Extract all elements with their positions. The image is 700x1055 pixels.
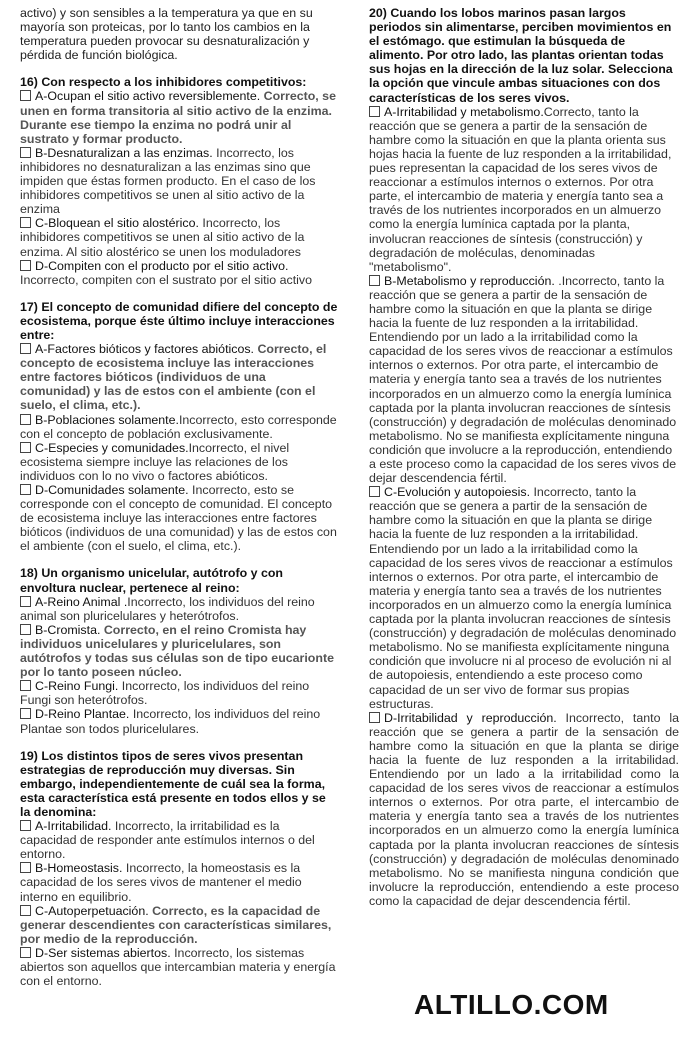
- option-explanation: Incorrecto, esto corresponde con el concepto de población exclusivamente.: [20, 412, 337, 441]
- option-d[interactable]: [20, 259, 338, 287]
- checkbox-icon[interactable]: [20, 905, 31, 916]
- option-label: A-Ocupan el sitio activo reversiblemente.: [35, 89, 261, 104]
- checkbox-icon[interactable]: [369, 712, 380, 723]
- checkbox-icon[interactable]: [20, 624, 31, 635]
- option-d[interactable]: [369, 711, 679, 908]
- option-explanation: Incorrecto, los inhibidores competitivos se unen al sitio activo de la enzima. Al sitio alostérico se unen los moduladores: [20, 216, 305, 259]
- checkbox-icon[interactable]: [20, 343, 31, 354]
- option-label: C-Autoperpetuación.: [35, 903, 149, 918]
- question-title: 17) El concepto de comunidad difiere del concepto de ecosistema, porque éste último incluye interacciones entre:: [20, 299, 338, 342]
- option-explanation: Incorrecto, el nivel ecosistema siempre incluye las relaciones de los individuos con lo no vivo o factores abióticos.: [20, 440, 290, 483]
- option-a[interactable]: [20, 342, 338, 412]
- checkbox-icon[interactable]: [20, 680, 31, 691]
- question-title: 16) Con respecto a los inhibidores competitivos:: [20, 75, 307, 90]
- option-explanation: Incorrecto, tanto la reacción que se genera a partir de la sensación de hambre como la situación en que la planta se dirige hacia la fuente de luz responden a la irritabilidad. Entendiendo por un lado a la irritabilidad como la capacidad de los seres vivos de reaccionar a estímulos internos o externos. Por otra parte, el intercambio de materia y energía tanto sea a través de los nutrientes incorporados en un almuerzo como la energía lumínica captada por la planta involucran reacciones de síntesis (construcción) y degradación de moléculas denominado metabolismo. No se manifiesta ninguna condición que involucre la reproducción, entendiendo a este proceso como la capacidad de dejar descendencia fértil.: [369, 710, 679, 908]
- option-b[interactable]: [20, 413, 338, 441]
- checkbox-icon[interactable]: [20, 260, 31, 271]
- option-c[interactable]: [20, 679, 338, 707]
- checkbox-icon[interactable]: [20, 217, 31, 228]
- option-c[interactable]: [20, 441, 338, 483]
- option-d[interactable]: [20, 483, 338, 553]
- option-label: B-Cromista.: [35, 622, 101, 637]
- option-explanation: Incorrecto, los individuos del reino Fungi son heterótrofos.: [20, 679, 310, 708]
- checkbox-icon[interactable]: [20, 820, 31, 831]
- checkbox-icon[interactable]: [20, 708, 31, 719]
- question-18: [20, 566, 338, 735]
- option-label: C-Bloquean el sitio alostérico.: [35, 216, 199, 231]
- option-a[interactable]: [20, 89, 338, 145]
- option-explanation: Incorrecto, esto se corresponde con el concepto de comunidad. El concepto de ecosistema incluye las interacciones entre factores bióticos (individuos de una comunidad) y las de estos con el ambiente (con el suelo, el clima, etc.).: [20, 483, 337, 554]
- option-explanation: Incorrecto, la homeostasis es la capacidad de los seres vivos de mantener el medio interno en equilibrio.: [20, 861, 302, 904]
- option-label: B-Desnaturalizan a las enzimas.: [35, 145, 213, 160]
- option-label: A-Irritabilidad.: [35, 819, 112, 834]
- question-19: [20, 749, 338, 989]
- checkbox-icon[interactable]: [20, 147, 31, 158]
- option-explanation: Correcto, se unen en forma transitoria al sitio activo de la enzima. Durante ese tiempo la enzima no podrá unir al sustrato y formar producto.: [20, 89, 336, 146]
- question-16: [20, 75, 338, 286]
- checkbox-icon[interactable]: [369, 486, 380, 497]
- option-d[interactable]: [20, 946, 338, 988]
- option-c[interactable]: [369, 485, 679, 711]
- option-label: A-Reino Animal .: [35, 594, 128, 609]
- right-column: [369, 6, 679, 908]
- checkbox-icon[interactable]: [369, 106, 380, 117]
- option-b[interactable]: [20, 861, 338, 903]
- option-label: C-Evolución y autopoiesis.: [384, 485, 531, 500]
- option-label: D-Comunidades solamente.: [35, 483, 189, 497]
- option-label: D-Compiten con el producto por el sitio activo.: [35, 258, 289, 273]
- option-explanation: Incorrecto, la irritabilidad es la capacidad de responder ante estímulos internos o del entorno.: [20, 819, 315, 862]
- question-20: [369, 6, 679, 908]
- option-label: C-Reino Fungi.: [35, 679, 119, 694]
- option-explanation: Correcto, tanto la reacción que se genera a partir de la sensación de hambre como la situación en que la planta orienta sus hojas hacia la fuente de luz responden a la irritabilidad, pues representan la capacidad de los seres vivos de reaccionar a estímulos internos o externos. Por otra parte, el intercambio de materia y energía tanto sea a través de los nutrientes incorporados en un almuerzo como la energía lumínica captada por la planta, involucran reacciones de síntesis (construcción) y degradación de moléculas, denominadas "metabolismo".: [369, 104, 672, 274]
- option-label: C-Especies y comunidades.: [35, 440, 189, 455]
- option-label: A-Irritabilidad y metabolismo.: [384, 104, 544, 119]
- option-explanation: Incorrecto, los sistemas abiertos son aquellos que intercambian materia y energía con el entorno.: [20, 945, 336, 989]
- option-b[interactable]: [369, 274, 679, 485]
- site-brand-logo[interactable]: ALTILLO.COM: [414, 989, 609, 1020]
- option-explanation: Correcto, el concepto de ecosistema incluye las interacciones entre factores bióticos (individuos de una comunidad) y las de estos con el ambiente (con el suelo, el clima, etc.).: [20, 342, 327, 413]
- option-explanation: Incorrecto, los individuos del reino Plantae son todos pluricelulares.: [20, 707, 321, 736]
- intro-paragraph: activo) y son sensibles a la temperatura ya que en su mayoría son proteicas, por lo tanto los cambios en la temperatura pueden provocar su desnaturalización y pérdida de función biológica.: [20, 6, 313, 63]
- option-explanation: Incorrecto, tanto la reacción que se genera a partir de la sensación de hambre como la situación en que la planta se dirige hacia la fuente de luz responden a la irritabilidad. Entendiendo por un lado a la irritabilidad como la capacidad de los seres vivos de reaccionar a estímulos internos o externos. Por otra parte, el intercambio de materia y energía tanto sea a través de los nutrientes incorporados en un almuerzo como la energía lumínica captada por la planta involucran reacciones de síntesis (construcción) y degradación de moléculas denominado metabolismo. No se manifiesta explícitamente ninguna condición que involucre ni al proceso de evolución ni al de autopoiesis, entendiendo a este proceso como capacidad de un ser vivo de formar sus propias estructuras.: [369, 485, 677, 711]
- question-title: 20) Cuando los lobos marinos pasan largos periodos sin alimentarse, perciben movimientos en el estómago. que estimulan la búsqueda de alimento. Por otro lado, las plantas orientan todas sus hojas en la dirección de la luz solar. Selecciona la opción que vincule ambas situaciones con dos características de los seres vivos.: [369, 6, 673, 105]
- option-label: B-Metabolismo y reproducción.: [384, 273, 555, 288]
- option-c[interactable]: [20, 904, 338, 946]
- checkbox-icon[interactable]: [20, 862, 31, 873]
- checkbox-icon[interactable]: [369, 275, 380, 286]
- checkbox-icon[interactable]: [20, 414, 31, 425]
- option-explanation: Incorrecto, los inhibidores no desnaturalizan a las enzimas sino que impiden que éstas formen producto. En el caso de los inhibidores competitivos se unen al sitio activo de la enzima: [20, 145, 316, 217]
- option-explanation: Incorrecto, los individuos del reino animal son pluricelulares y heterótrofos.: [20, 594, 315, 623]
- option-b[interactable]: [20, 623, 338, 679]
- option-a[interactable]: [20, 595, 338, 623]
- left-column: [20, 6, 338, 988]
- option-label: B-Poblaciones solamente.: [35, 412, 179, 427]
- option-label: B-Homeostasis.: [35, 861, 123, 876]
- option-explanation: Correcto, en el reino Cromista hay individuos unicelulares y pluricelulares, son autótrofos y todas sus células son de tipo eucarionte por lo tanto poseen núcleo.: [20, 622, 334, 680]
- option-c[interactable]: [20, 216, 338, 258]
- option-label: D-Ser sistemas abiertos.: [35, 945, 171, 960]
- checkbox-icon[interactable]: [20, 596, 31, 607]
- checkbox-icon[interactable]: [20, 947, 31, 958]
- question-title: 19) Los distintos tipos de seres vivos presentan estrategias de reproducción muy diversas. Sin embargo, independientemente de cuál sea la forma, esta característica está presente en todos ellos y se la denomina:: [20, 748, 326, 819]
- option-label: D-Irritabilidad y reproducción.: [384, 710, 557, 725]
- option-explanation: Incorrecto, compiten con el sustrato por el sitio activo: [20, 272, 313, 287]
- option-label: D-Reino Plantae.: [35, 707, 130, 722]
- option-label: A-Factores bióticos y factores abióticos.: [35, 342, 254, 357]
- checkbox-icon[interactable]: [20, 484, 31, 495]
- question-title: 18) Un organismo unicelular, autótrofo y con envoltura nuclear, pertenece al reino:: [20, 566, 283, 595]
- option-explanation: .Incorrecto, tanto la reacción que se genera a partir de la sensación de hambre como la situación en que la planta se dirige hacia la fuente de luz responden a la irritabilidad. Entendiendo por un lado a la irritabilidad como la capacidad de los seres vivos de reaccionar a estímulos internos o externos. Por otra parte, el intercambio de materia y energía tanto sea a través de los nutrientes incorporados en un almuerzo como la energía lumínica captada por la planta involucran reacciones de síntesis (construcción) y degradación de moléculas denominado metabolismo. No se manifiesta explícitamente ninguna condición que involucre a la reproducción, entendiendo a este proceso como la capacidad de los seres vivos de dejar descendencia fértil.: [369, 273, 677, 486]
- option-a[interactable]: [369, 105, 679, 274]
- option-b[interactable]: [20, 146, 338, 216]
- option-d[interactable]: [20, 707, 338, 735]
- option-a[interactable]: [20, 819, 338, 861]
- checkbox-icon[interactable]: [20, 442, 31, 453]
- question-17: [20, 300, 338, 554]
- option-explanation: Correcto, es la capacidad de generar descendientes con características similares, por medio de la reproducción.: [20, 903, 332, 946]
- checkbox-icon[interactable]: [20, 90, 31, 101]
